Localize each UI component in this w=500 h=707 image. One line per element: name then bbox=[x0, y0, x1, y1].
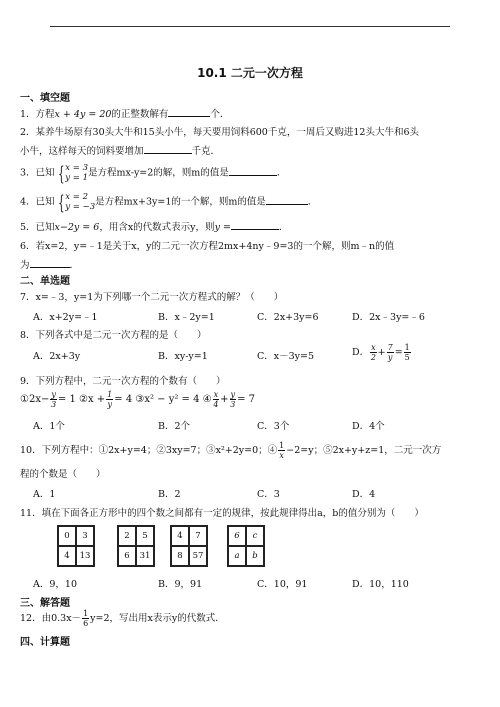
question-2-line2: 小牛，这样每天的饲料要增加 千克． bbox=[20, 146, 221, 157]
option-a[interactable]: A．x+2y=﹣1 bbox=[33, 312, 98, 323]
option-b[interactable]: B．2 bbox=[158, 489, 181, 500]
section-calculation: 四、计算题 bbox=[20, 637, 70, 648]
question-10-line2: 程的个数是（ ） bbox=[20, 469, 106, 480]
number-square-2: 2 5 6 31 bbox=[117, 525, 155, 567]
option-d[interactable]: D．2x﹣3y=﹣6 bbox=[352, 312, 425, 323]
question-5: 5．已知x−2y = 6，用含x的代数式表示y，则y = ． bbox=[20, 222, 289, 233]
question-9: 9．下列方程中，二元一次方程的个数有（ ） bbox=[20, 376, 226, 387]
option-b[interactable]: B．x﹣2y=1 bbox=[158, 312, 215, 323]
section-answer: 三、解答题 bbox=[20, 598, 70, 609]
option-c[interactable]: C．10，91 bbox=[257, 579, 308, 590]
question-11: 11．填在下面各正方形中的四个数之间都有一定的规律，按此规律得出a，b的值分别为（ ） bbox=[20, 508, 424, 519]
option-d[interactable]: D．4 bbox=[352, 489, 376, 500]
header-rule bbox=[50, 26, 450, 27]
option-d[interactable]: D． $\frac{x}{2}$ + $\frac{7}{y}$ = $\frac{1}{5}$ bbox=[352, 343, 410, 362]
number-square-3: 4 7 8 57 bbox=[170, 525, 208, 567]
question-6-line1: 6．若x=2，y=﹣1是关于x，y的二元一次方程2mx+4ny﹣9=3的一个解，则m﹣n的值 bbox=[20, 241, 395, 252]
answer-blank[interactable] bbox=[144, 144, 192, 154]
answer-blank[interactable] bbox=[30, 258, 70, 268]
equation-system: { x = 2 y = −3 bbox=[57, 190, 96, 214]
section-single-choice: 二、单选题 bbox=[20, 276, 70, 287]
question-7: 7．x=﹣3，y=1为下列哪一个二元一次方程式的解？（ ） bbox=[20, 292, 284, 303]
question-2-line1: 2．某养牛场原有30头大牛和15头小牛，每天要用饲料600千克，一周后又购进12头大牛和6头 bbox=[20, 127, 419, 138]
option-a[interactable]: A．1个 bbox=[33, 421, 65, 432]
option-a[interactable]: A．2x+3y bbox=[33, 351, 81, 362]
number-square-1: 0 3 4 13 bbox=[57, 525, 95, 567]
question-6-line2: 为 ． bbox=[20, 260, 80, 271]
answer-blank[interactable] bbox=[229, 166, 277, 176]
question-12: 12．由0.3x－ $\frac{1}{6}$ y=2，写出用x表示y的代数式． bbox=[20, 609, 225, 628]
option-a[interactable]: A．9，10 bbox=[33, 579, 77, 590]
question-1: 1．方程x + 4y = 20的正整数解有 个． bbox=[20, 109, 230, 120]
option-d[interactable]: D．4个 bbox=[352, 421, 385, 432]
equation-system: { x = 3 y = 1 bbox=[57, 161, 89, 185]
option-b[interactable]: B．xy-y=1 bbox=[158, 351, 208, 362]
section-fill-blank: 一、填空题 bbox=[20, 93, 70, 104]
option-c[interactable]: C．3个 bbox=[257, 421, 290, 432]
question-9-equations: ①2x− $\frac{y}{3}$ = 1 ②x + $\frac{1}{y}$ = 4 ③x² − y² = 4 ④ $\frac{x}{4}$ + $\frac{y}{3}$ = 7 bbox=[20, 390, 255, 409]
page-title: 10.1 二元一次方程 bbox=[197, 66, 303, 80]
option-b[interactable]: B．9，91 bbox=[158, 579, 203, 590]
option-b[interactable]: B．2个 bbox=[158, 421, 191, 432]
answer-blank[interactable] bbox=[168, 107, 210, 117]
option-c[interactable]: C．2x+3y=6 bbox=[257, 312, 319, 323]
question-8: 8．下列各式中是二元一次方程的是（ ） bbox=[20, 330, 207, 341]
question-10-line1: 10．下列方程中：①2x+y=4；②3xy=7；③x²+2y=0；④ $\frac{1}{x}$ −2=y；⑤2x+y+z=1，二元一次方 bbox=[20, 441, 442, 460]
option-c[interactable]: C．3 bbox=[257, 489, 280, 500]
option-d[interactable]: D．10，110 bbox=[352, 579, 409, 590]
option-a[interactable]: A．1 bbox=[33, 489, 56, 500]
question-4: 4．已知 { x = 2 y = −3 是方程mx+3y=1的一个解，则m的值是 ． bbox=[20, 190, 318, 214]
number-square-4: 6 c a b bbox=[227, 525, 265, 567]
question-3: 3．已知 { x = 3 y = 1 是方程mx-y=2的解，则m的值是 ． bbox=[20, 161, 287, 185]
answer-blank[interactable] bbox=[266, 195, 308, 205]
option-c[interactable]: C．x－3y=5 bbox=[257, 351, 315, 362]
answer-blank[interactable] bbox=[231, 220, 279, 230]
